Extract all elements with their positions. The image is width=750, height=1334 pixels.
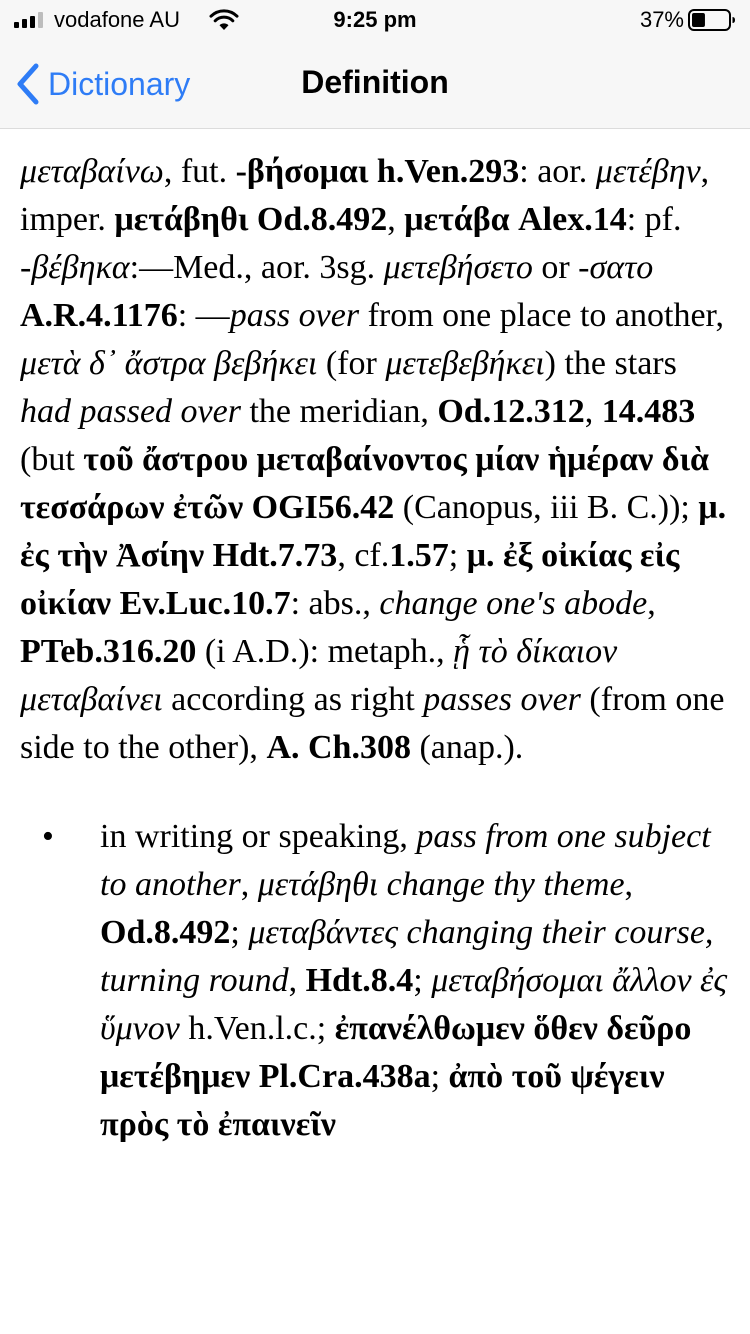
italic-text: μεταβάντες changing their course, turning round — [100, 914, 714, 999]
navigation-bar — [0, 40, 750, 129]
plain-text: ; — [430, 1058, 449, 1095]
plain-text: , — [584, 393, 602, 430]
plain-text: ; — [230, 914, 249, 951]
citation-text: 14.483 — [601, 393, 696, 430]
citation-text: μ. ἐς τὴν Ἀσίην Hdt.7.73 — [20, 489, 727, 574]
plain-text: : aor. — [519, 153, 596, 190]
page-title: Definition — [301, 64, 449, 100]
plain-text: , — [387, 201, 405, 238]
plain-text: , — [288, 962, 306, 999]
citation-text: A. Ch.308 — [266, 729, 411, 766]
citation-text: μετάβα Alex.14 — [404, 201, 627, 238]
plain-text: , fut. — [163, 153, 236, 190]
citation-text: τοῦ ἄστρου μεταβαίνοντος μίαν ἡμέραν διὰ τεσσάρων ἐτῶν OGI56.42 — [20, 441, 709, 526]
citation-text: Od.8.492 — [100, 914, 231, 951]
citation-text: ἀπὸ τοῦ ψέγειν πρὸς τὸ ἐπαινεῖν — [100, 1058, 665, 1143]
italic-text: μετάβηθι change thy theme — [257, 866, 625, 903]
plain-text: (Canopus, iii B. C.)); — [394, 489, 699, 526]
italic-text: μεταβαίνω — [20, 153, 164, 190]
plain-text: (for — [317, 345, 386, 382]
battery-icon — [688, 9, 736, 31]
plain-text: (but — [20, 441, 84, 478]
plain-text: , — [624, 866, 634, 903]
italic-text: ᾗ τὸ δίκαιον μεταβαίνει — [20, 633, 618, 718]
italic-text: passes over — [423, 681, 581, 718]
plain-text: or — [532, 249, 579, 286]
italic-text: -σατο — [578, 249, 654, 286]
plain-text: , imper. — [20, 153, 710, 238]
italic-text: -βέβηκα — [20, 249, 130, 286]
italic-text: pass from one subject to another — [100, 818, 711, 903]
plain-text: (from one side to the other), — [20, 681, 725, 766]
citation-text: A.R.4.1176 — [20, 297, 178, 334]
definition-paragraph — [20, 148, 732, 772]
plain-text: (anap.). — [410, 729, 524, 766]
italic-text: μετεβεβήκει — [385, 345, 545, 382]
italic-text: change one's abode — [379, 585, 648, 622]
italic-text: μετεβήσετο — [383, 249, 533, 286]
plain-text: ; — [413, 962, 432, 999]
definition-content — [20, 128, 732, 1149]
status-bar — [0, 0, 750, 40]
plain-text: :—Med., aor. 3sg. — [129, 249, 384, 286]
plain-text: ; — [448, 537, 467, 574]
carrier-name: vodafone AU — [54, 7, 180, 32]
citation-text: Hdt.8.4 — [305, 962, 414, 999]
plain-text: , cf. — [337, 537, 390, 574]
plain-text: : — — [177, 297, 230, 334]
plain-text: the meridian, — [240, 393, 438, 430]
citation-text: PTeb.316.20 — [20, 633, 197, 670]
plain-text: , — [647, 585, 656, 622]
citation-text: ἐπανέλθωμεν ὅθεν δεῦρο μετέβημεν Pl.Cra.438a — [100, 1010, 692, 1095]
plain-text: in writing or speaking, — [100, 818, 417, 855]
sense-list — [20, 813, 732, 1149]
plain-text: from one place to another, — [359, 297, 725, 334]
battery-percent: 37% — [639, 7, 684, 32]
plain-text: : pf. — [626, 201, 682, 238]
italic-text: μετέβην — [595, 153, 701, 190]
italic-text: μετὰ δ᾽ ἄστρα βεβήκει — [20, 345, 318, 382]
citation-text: μ. ἐξ οἰκίας εἰς οἰκίαν Ev.Luc.10.7 — [20, 537, 680, 622]
citation-text: μετάβηθι Od.8.492 — [114, 201, 388, 238]
citation-text: 1.57 — [389, 537, 449, 574]
plain-text: (i A.D.): metaph., — [196, 633, 454, 670]
italic-text: μεταβήσομαι ἄλλον ἐς ὕμνον — [100, 962, 728, 1047]
bullet-marker: • — [42, 818, 54, 855]
list-item — [20, 813, 732, 1149]
plain-text: , — [240, 866, 258, 903]
back-button-label: Dictionary — [48, 65, 191, 102]
plain-text: according as right — [162, 681, 424, 718]
plain-text: : abs., — [290, 585, 380, 622]
italic-text: had passed over — [20, 393, 241, 430]
italic-text: pass over — [229, 297, 360, 334]
status-time: 9:25 pm — [333, 7, 417, 32]
plain-text: ) the stars — [544, 345, 677, 382]
citation-text: -βήσομαι h.Ven.293 — [235, 153, 520, 190]
plain-text: h.Ven.l.c.; — [179, 1010, 335, 1047]
citation-text: Od.12.312 — [437, 393, 585, 430]
